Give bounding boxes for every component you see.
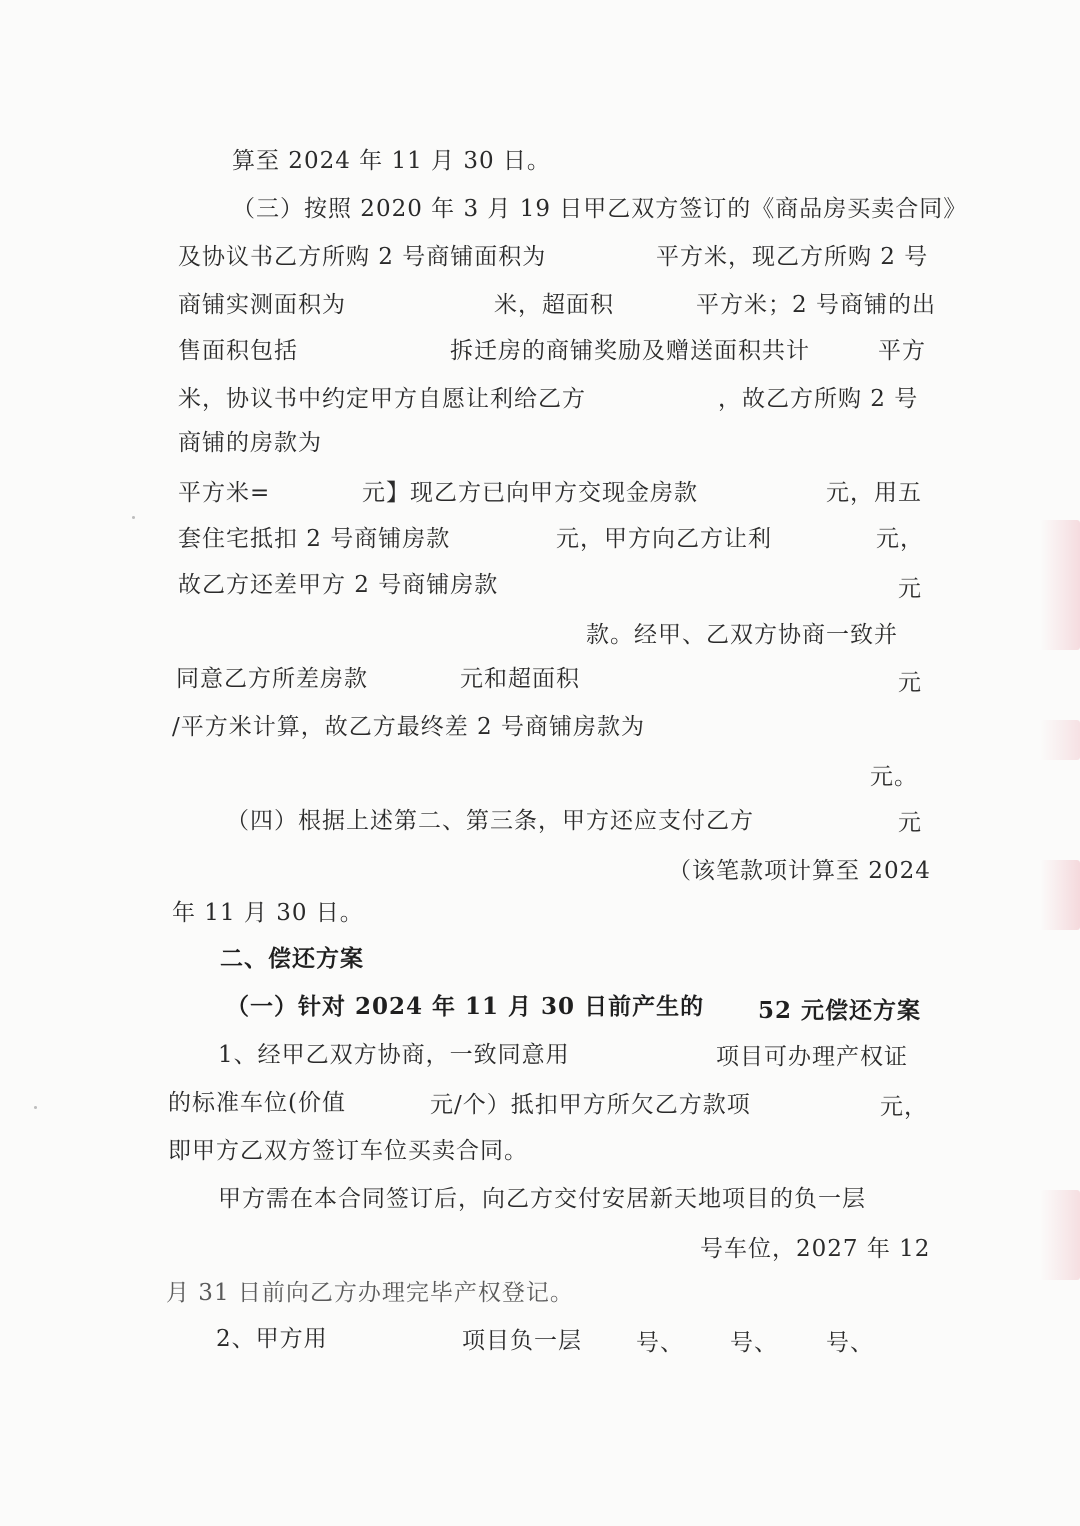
- text-line: [460, 664, 580, 694]
- text-line: [556, 524, 772, 554]
- text-line: [494, 290, 614, 320]
- text-segment: 号、: [730, 1330, 778, 1356]
- text-segment: 甲方需在本合同签订后，向乙方交付安居新天地项目的负一层: [218, 1186, 866, 1212]
- text-segment: 米，超面积: [494, 292, 614, 318]
- section-heading: [220, 944, 364, 974]
- text-line: [656, 242, 928, 272]
- text-line: [876, 524, 924, 554]
- text-segment: 平方米，现乙方所购 2 号: [656, 244, 929, 270]
- text-segment: 套住宅抵扣 2 号商铺房款: [178, 526, 451, 552]
- text-line: [870, 762, 918, 792]
- text-line: [168, 1088, 346, 1118]
- text-segment: 元和超面积: [460, 666, 580, 692]
- subsection-heading: [758, 996, 921, 1026]
- text-line: [232, 146, 551, 176]
- text-segment: （四）根据上述第二、第三条，甲方还应支付乙方: [226, 808, 754, 834]
- text-line: [178, 428, 322, 458]
- text-segment: 元/个）抵扣甲方所欠乙方款项: [430, 1092, 751, 1118]
- text-line: [586, 620, 898, 650]
- text-segment: 商铺的房款为: [178, 430, 322, 456]
- text-segment: （该笔款项计算至 2024: [668, 858, 931, 884]
- text-segment: 年 11 月 30 日。: [172, 900, 364, 926]
- text-segment: 平方米=: [178, 480, 271, 506]
- text-line: [176, 664, 368, 694]
- text-line: [636, 1328, 684, 1358]
- text-segment: （一）针对 2024 年 11 月 30 日前产生的: [226, 993, 705, 1020]
- seal-mark: [1040, 860, 1080, 930]
- text-segment: 项目可办理产权证: [716, 1044, 908, 1070]
- text-segment: 元: [898, 576, 922, 602]
- text-line: [178, 242, 546, 272]
- text-segment: 的标准车位(价值: [168, 1090, 346, 1116]
- text-line: [172, 712, 645, 742]
- text-line: [166, 1278, 574, 1308]
- seal-mark: [1040, 520, 1080, 650]
- text-line: [718, 384, 918, 414]
- text-segment: 2、甲方用: [216, 1326, 328, 1352]
- text-line: [898, 574, 922, 604]
- text-segment: 平方: [878, 338, 926, 364]
- text-line: [716, 1042, 908, 1072]
- text-segment: 米，协议书中约定甲方自愿让利给乙方: [178, 386, 586, 412]
- text-line: [700, 1234, 930, 1264]
- text-line: [826, 1328, 874, 1358]
- text-line: [668, 856, 931, 886]
- text-segment: ，故乙方所购 2 号: [718, 386, 919, 412]
- text-line: [898, 668, 922, 698]
- text-segment: 元: [898, 810, 922, 836]
- text-segment: 算至 2024 年 11 月 30 日。: [232, 148, 551, 174]
- text-segment: 及协议书乙方所购 2 号商铺面积为: [178, 244, 547, 270]
- text-line: [218, 1040, 570, 1070]
- seal-mark: [1040, 720, 1080, 760]
- text-line: [696, 290, 936, 320]
- text-line: [178, 570, 498, 600]
- text-segment: 元，用五: [826, 480, 922, 506]
- text-line: [178, 478, 270, 508]
- text-segment: 商铺实测面积为: [178, 292, 346, 318]
- text-segment: 月 31 日前向乙方办理完毕产权登记。: [166, 1280, 574, 1306]
- text-segment: 号、: [636, 1330, 684, 1356]
- text-line: [178, 384, 586, 414]
- text-segment: 元。: [870, 764, 918, 790]
- text-segment: 元】现乙方已向甲方交现金房款: [362, 480, 698, 506]
- text-segment: 元，: [876, 526, 924, 552]
- text-segment: 款。经甲、乙双方协商一致并: [586, 622, 898, 648]
- text-line: [826, 478, 922, 508]
- text-segment: 拆迁房的商铺奖励及赠送面积共计: [450, 338, 810, 364]
- text-line: [462, 1326, 582, 1356]
- text-line: [172, 898, 364, 928]
- text-line: [178, 524, 450, 554]
- text-line: [218, 1184, 866, 1214]
- text-segment: 元: [898, 670, 922, 696]
- text-line: [178, 290, 346, 320]
- text-line: [878, 336, 926, 366]
- text-segment: 号、: [826, 1330, 874, 1356]
- text-segment: 即甲方乙双方签订车位买卖合同。: [168, 1138, 528, 1164]
- text-line: [450, 336, 810, 366]
- text-line: [362, 478, 698, 508]
- text-line: [216, 1324, 328, 1354]
- text-segment: 1、经甲乙双方协商，一致同意用: [218, 1042, 570, 1068]
- text-line: [178, 336, 298, 366]
- text-segment: 元，甲方向乙方让利: [556, 526, 772, 552]
- text-line: [898, 808, 922, 838]
- text-segment: （三）按照 2020 年 3 月 19 日甲乙双方签订的《商品房买卖合同》: [232, 196, 968, 222]
- subsection-heading: [226, 992, 704, 1022]
- text-line: [730, 1328, 778, 1358]
- text-segment: 二、偿还方案: [220, 945, 364, 972]
- text-segment: 平方米；2 号商铺的出: [696, 292, 936, 318]
- text-segment: 售面积包括: [178, 338, 298, 364]
- scan-speck: [132, 516, 135, 519]
- text-segment: 元，: [880, 1094, 928, 1120]
- text-segment: 故乙方还差甲方 2 号商铺房款: [178, 572, 499, 598]
- text-line: [232, 194, 967, 224]
- text-segment: 号车位，2027 年 12: [700, 1236, 931, 1262]
- text-line: [880, 1092, 928, 1122]
- text-line: [430, 1090, 751, 1120]
- text-segment: /平方米计算，故乙方最终差 2 号商铺房款为: [172, 714, 646, 740]
- text-segment: 52 元偿还方案: [758, 997, 922, 1024]
- scan-speck: [34, 1106, 37, 1109]
- text-line: [168, 1136, 528, 1166]
- seal-mark: [1040, 1190, 1080, 1280]
- text-line: [226, 806, 754, 836]
- text-segment: 项目负一层: [462, 1328, 582, 1354]
- text-segment: 同意乙方所差房款: [176, 666, 368, 692]
